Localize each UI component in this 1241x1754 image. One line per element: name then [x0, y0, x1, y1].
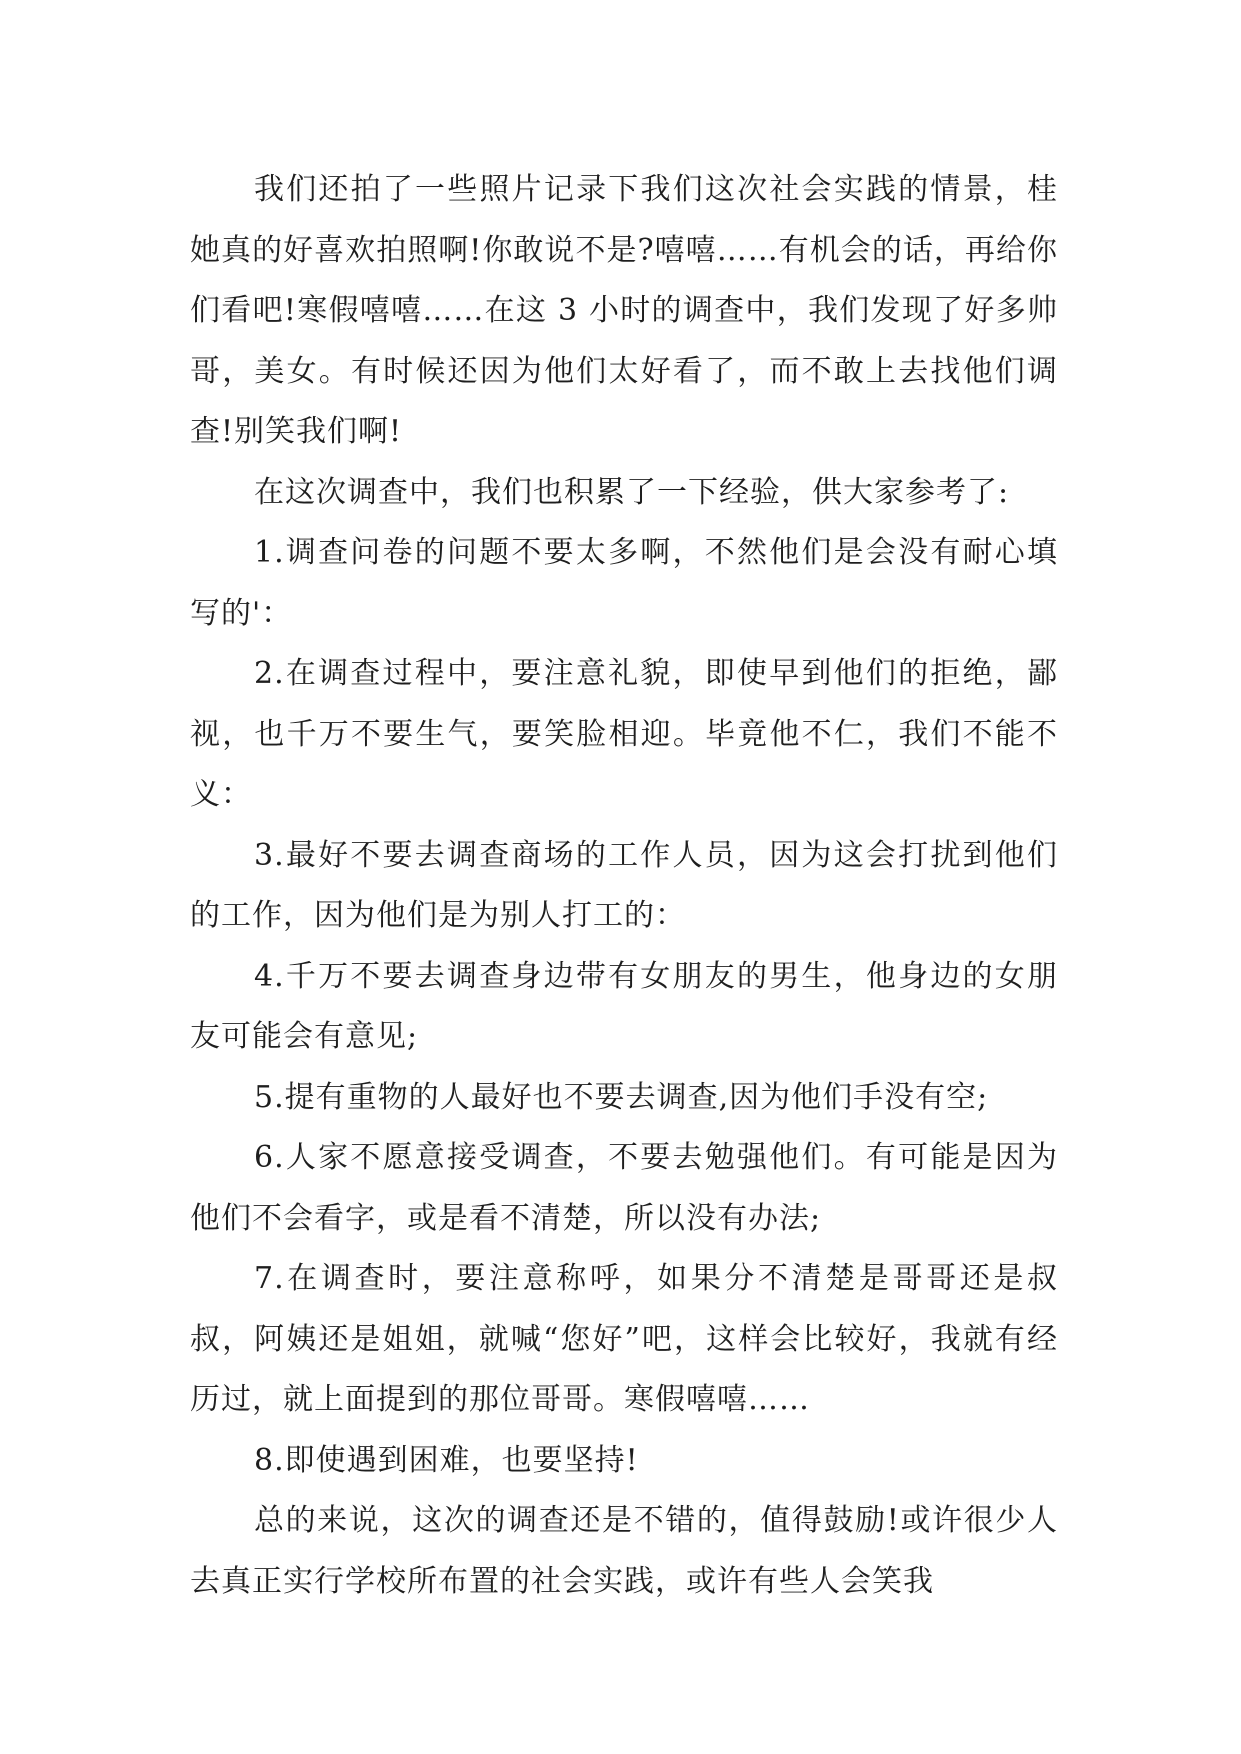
tip-item-3: 3.最好不要去调查商场的工作人员，因为这会打扰到他们的工作，因为他们是为别人打工的： — [190, 837, 1058, 933]
tip-item-2: 2.在调查过程中，要注意礼貌，即使早到他们的拒绝，鄙视，也千万不要生气，要笑脸相迎。毕竟他不仁，我们不能不义： — [190, 656, 1058, 812]
tip-item-6: 6.人家不愿意接受调查，不要去勉强他们。有可能是因为他们不会看字，或是看不清楚，所以没有办法; — [190, 1140, 1058, 1236]
tip-item-4: 4.千万不要去调查身边带有女朋友的男生，他身边的女朋友可能会有意见; — [190, 958, 1058, 1054]
tip-item-8: 8.即使遇到困难，也要坚持! — [254, 1442, 639, 1478]
paragraph-experience-intro: 在这次调查中，我们也积累了一下经验，供大家参考了: — [254, 474, 1010, 510]
paragraph-photos: 我们还拍了一些照片记录下我们这次社会实践的情景，桂她真的好喜欢拍照啊!你敢说不是?嘻嘻……有机会的话，再给你们看吧!寒假嘻嘻……在这 3 小时的调查中，我们发现了好多帅哥，美女。有时候还因为他们太好看了，而不敢上去找他们调查!别笑我们啊! — [190, 172, 1058, 449]
tip-item-7: 7.在调查时，要注意称呼，如果分不清楚是哥哥还是叔叔，阿姨还是姐姐，就喊“您好”吧，这样会比较好，我就有经历过，就上面提到的那位哥哥。寒假嘻嘻…… — [190, 1261, 1058, 1417]
tip-item-5: 5.提有重物的人最好也不要去调查,因为他们手没有空; — [254, 1079, 989, 1115]
document-body — [190, 160, 1058, 1612]
tip-item-1: 1.调查问卷的问题不要太多啊，不然他们是会没有耐心填写的'： — [190, 535, 1058, 631]
paragraph-summary: 总的来说，这次的调查还是不错的，值得鼓励!或许很少人去真正实行学校所布置的社会实践，或许有些人会笑我 — [190, 1503, 1058, 1599]
